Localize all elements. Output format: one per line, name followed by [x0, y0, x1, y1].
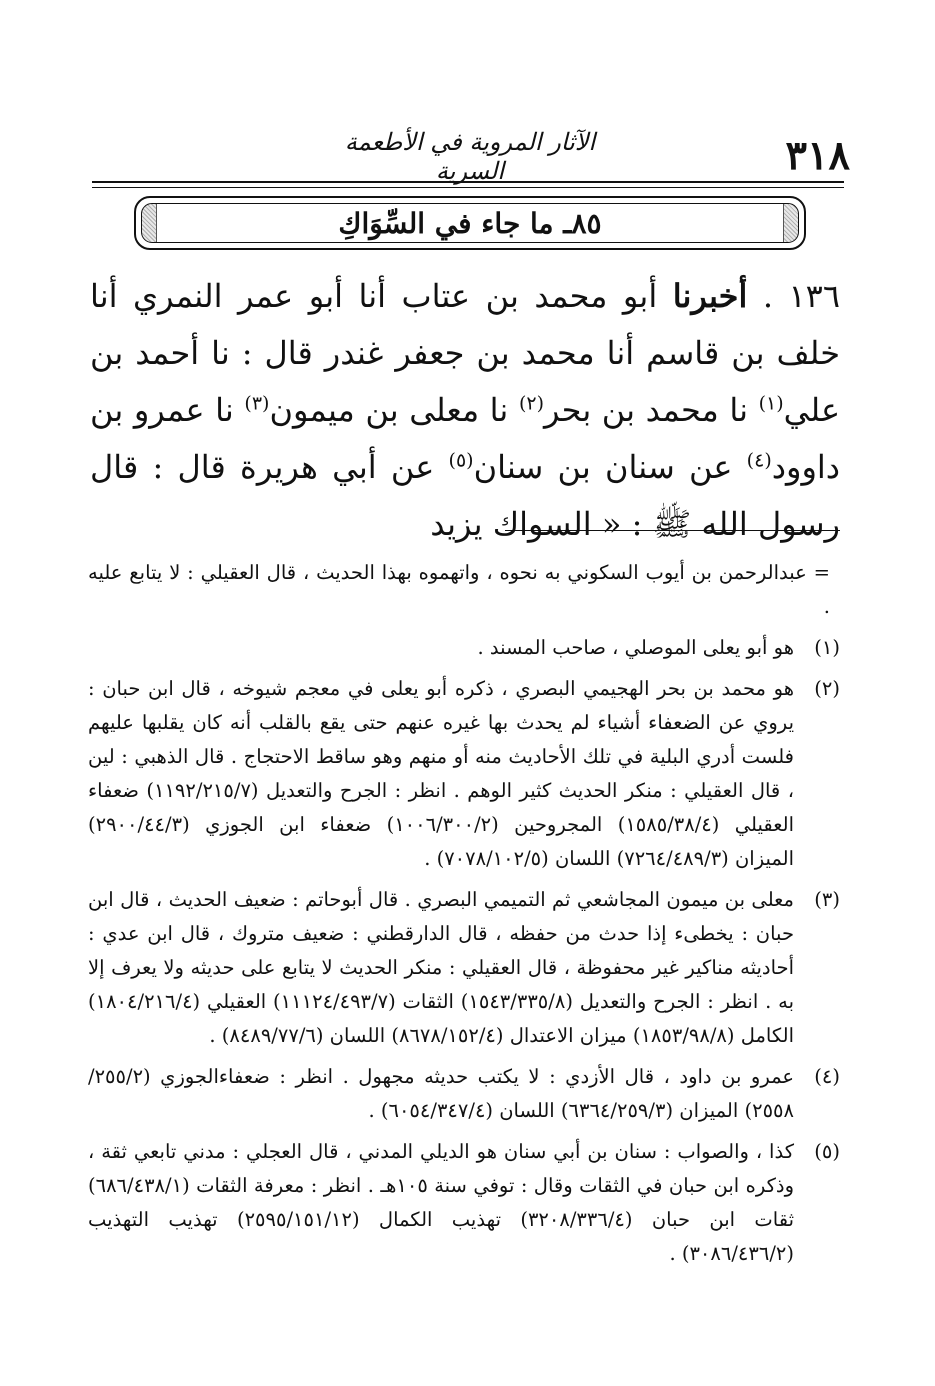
- footnote-number: (٥): [814, 1140, 840, 1163]
- hadith-number: ١٣٦ .: [762, 277, 841, 315]
- section-title: ٨٥ـ ما جاء في السِّوَاكِ: [156, 204, 784, 242]
- footnote-continuation-text: = عبدالرحمن بن أيوب السكوني به نحوه ، واتهموه بهذا الحديث ، قال العقيلي : لا يتابع عليه .: [88, 561, 830, 618]
- footnote-ref-2[interactable]: (٢): [518, 392, 544, 415]
- footnote-number: (٢): [814, 677, 840, 700]
- footnote-text: هو أبو يعلى الموصلي ، صاحب المسند .: [477, 636, 794, 659]
- footnote-rule: [505, 530, 840, 531]
- footnote-number: (٤): [814, 1065, 840, 1088]
- page-number: ٣١٨: [785, 132, 850, 179]
- header-rule: [92, 181, 844, 188]
- footnote-continuation: [88, 556, 840, 624]
- footnote-ref-4[interactable]: (٤): [746, 449, 772, 472]
- section-title-box: [134, 196, 806, 250]
- footnote-text: كذا ، والصواب : سنان بن أبي سنان هو الديلي المدني ، قال العجلي : مدني تابعي ثقة ، وذكره ابن حبان في الثقات وقال : توفي سنة ١٠٥هـ . انظر : معرفة الثقات (٦٨٦/٤٣٨/١) ثقات ابن حبان (٣٢٠٨/٣٣٦/٤) تهذيب الكمال (٢٥٩٥/١٥١/١٢) تهذيب التهذيب (٣٠٨٦/٤٣٦/٢) .: [88, 1140, 794, 1265]
- hadith-lead-word: أخبرنا: [672, 277, 748, 315]
- footnote-2: [88, 672, 840, 876]
- hadith-segment-6: عن أبي هريرة قال : قال رسول الله ﷺ : « السواك يزيد: [90, 448, 840, 543]
- section-title-frame: [141, 203, 799, 243]
- footnote-number: (٣): [814, 888, 840, 911]
- hadith-segment-4: نا عمرو بن داوود: [90, 391, 841, 486]
- hadith-segment-5: عن سنان بن سنان: [473, 448, 733, 486]
- hadith-segment-3: نا معلى بن ميمون: [269, 391, 509, 429]
- hadith-segment-2: نا محمد بن بحر: [544, 391, 749, 429]
- footnote-ref-5[interactable]: (٥): [448, 449, 474, 472]
- footnote-ref-3[interactable]: (٣): [244, 392, 270, 415]
- footnote-3: [88, 883, 840, 1053]
- footnote-5: [88, 1135, 840, 1271]
- footnote-text: عمرو بن داود ، قال الأزدي : لا يكتب حديثه مجهول . انظر : ضعفاءالجوزي (٢٥٥/٢/ ٢٥٥٨) الميزان (٦٣٦٤/٢٥٩/٣) اللسان (٦٠٥٤/٣٤٧/٤) .: [88, 1065, 794, 1122]
- footnote-text: معلى بن ميمون المجاشعي ثم التميمي البصري . قال أبوحاتم : ضعيف الحديث ، قال ابن حبان : يخطىء إذا حدث من حفظه ، قال الدارقطني : ضعيف متروك ، قال ابن عدي : أحاديثه مناكير غير محفوظة ، قال العقيلي : منكر الحديث لا يتابع على حديثه ولا يعرف إلا به . انظر : الجرح والتعديل (١٥٤٣/٣٣٥/٨) الثقات (١١١٢٤/٤٩٣/٧) العقيلي (١٨٠٤/٢١٦/٤) الكامل (١٨٥٣/٩٨/٨) ميزان الاعتدال (٨٦٧٨/١٥٢/٤) اللسان (٨٤٨٩/٧٧/٦) .: [88, 888, 795, 1047]
- hadith-segment-1: أبو محمد بن عتاب أنا أبو عمر النمري أنا خلف بن قاسم أنا محمد بن جعفر غندر قال : نا أحمد بن علي: [90, 277, 841, 429]
- footnote-4: [88, 1060, 840, 1128]
- hadith-text: [90, 268, 840, 553]
- footnotes: [88, 556, 840, 1278]
- footnote-text: هو محمد بن بحر الهجيمي البصري ، ذكره أبو يعلى في معجم شيوخه ، قال ابن حبان : يروي عن الضعفاء أشياء لم يحدث بها غيره عنهم حتى يقع بالقلب أنه كان يقلبها عليهم فلست أدري البلية في تلك الأحاديث منه أو منهم وهو ساقط الاحتجاج . قال الذهبي : لين ، قال العقيلي : منكر الحديث كثير الوهم . انظر : الجرح والتعديل (١١٩٢/٢١٥/٧) ضعفاء العقيلي (١٥٨٥/٣٨/٤) المجروحين (١٠٠٦/٣٠٠/٢) ضعفاء ابن الجوزي (٢٩٠٠/٤٤/٣) الميزان (٧٢٦٤/٤٨٩/٣) اللسان (٧٠٧٨/١٠٢/٥) .: [88, 677, 795, 870]
- footnote-ref-1[interactable]: (١): [758, 392, 784, 415]
- running-header: الآثار المروية في الأطعمة السرية: [344, 128, 596, 185]
- footnote-1: [88, 631, 840, 665]
- footnote-number: (١): [814, 636, 840, 659]
